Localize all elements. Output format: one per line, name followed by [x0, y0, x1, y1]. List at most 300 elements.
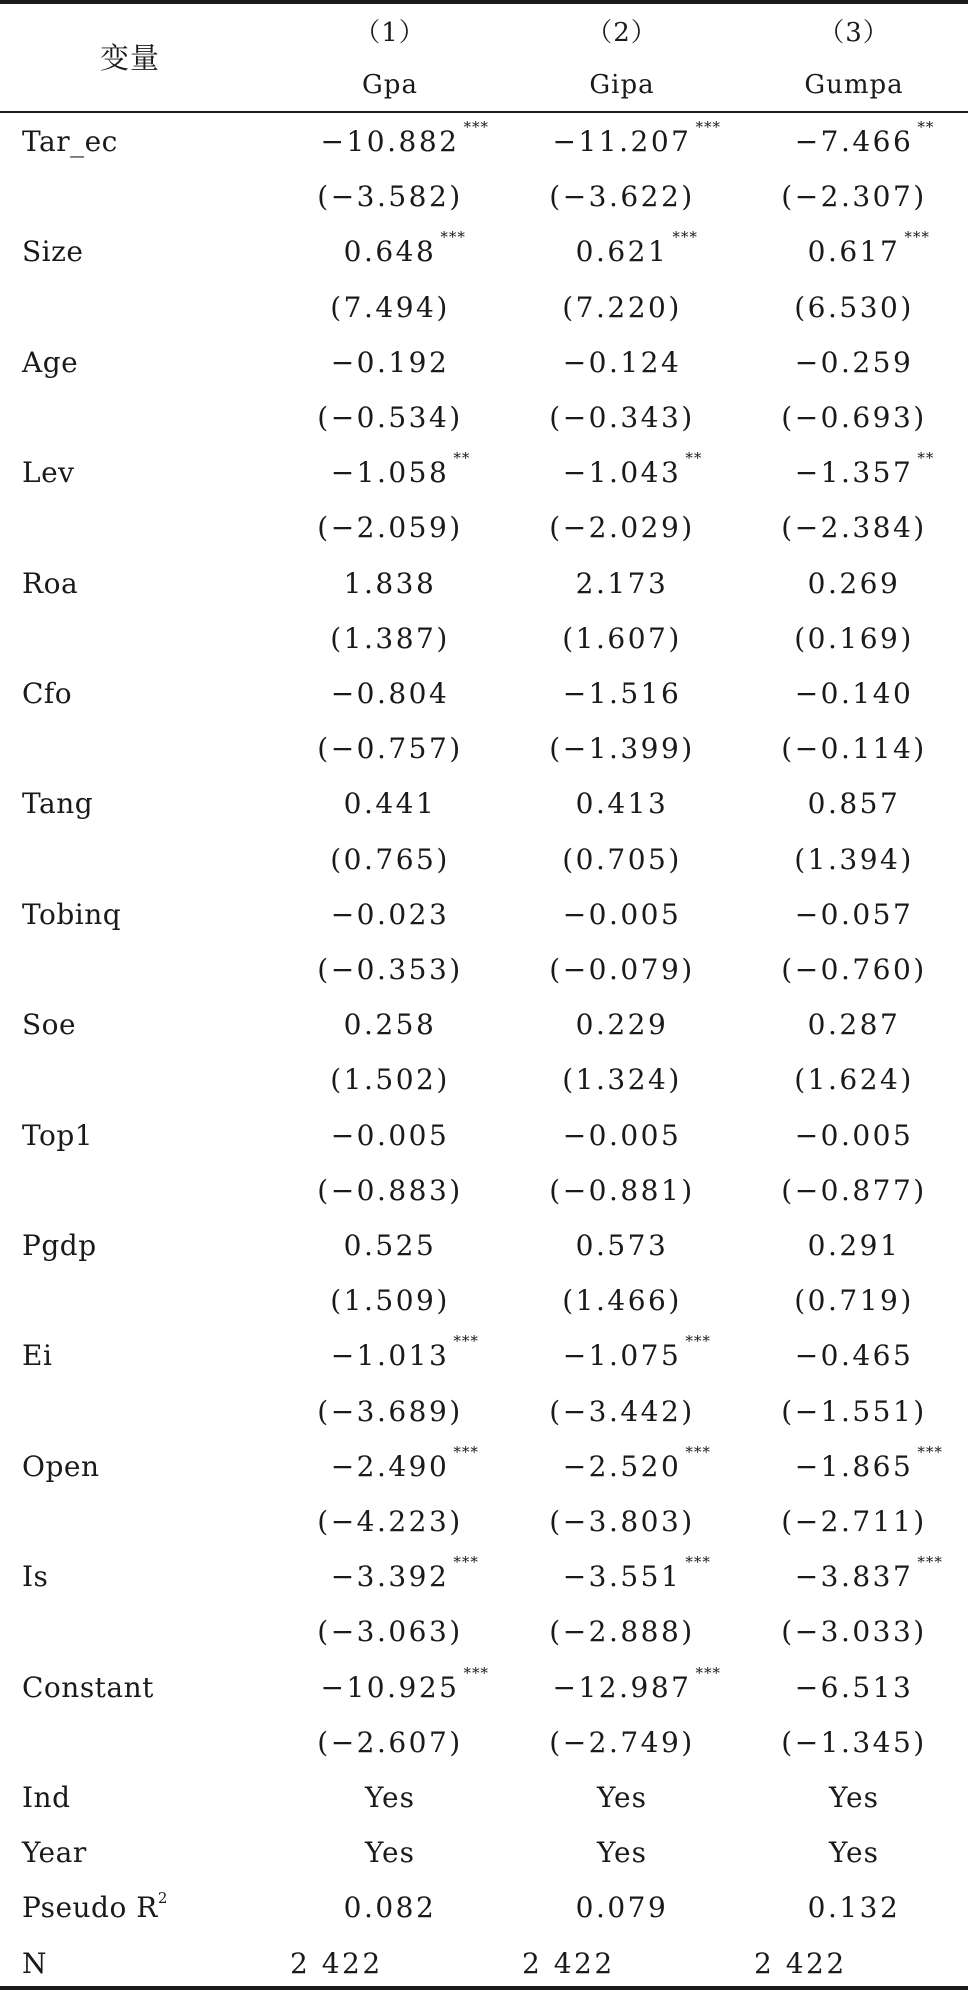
cell-text: −0.005 [794, 1118, 914, 1152]
table-row [0, 1109, 968, 1164]
significance-stars: *** [685, 1332, 711, 1351]
cell-text: −6.513 [794, 1670, 914, 1704]
cell-col-3 [754, 449, 954, 490]
coefficient-value [794, 1553, 943, 1594]
cell-text: (−0.883) [317, 1173, 463, 1207]
cell-text: −0.192 [330, 345, 450, 379]
cell-value [781, 180, 926, 213]
cell-text: 2 422 [522, 1946, 615, 1980]
coefficient-value [795, 1671, 914, 1704]
table-row [0, 667, 968, 722]
coefficient-value [343, 228, 466, 269]
cell-col-1 [290, 1332, 490, 1373]
cell-value [597, 1836, 647, 1869]
cell-text: −1.043 [562, 456, 682, 490]
table-row [0, 1385, 968, 1440]
coefficient-value [563, 346, 682, 379]
cell-text: 0.269 [807, 566, 901, 600]
cell-text: (−0.877) [781, 1173, 927, 1207]
significance-stars: *** [672, 228, 698, 247]
row-label [22, 1339, 52, 1372]
cell-value [794, 843, 914, 876]
cell-text: (−0.353) [317, 953, 463, 986]
column-1-index: （1） [354, 18, 426, 48]
cell-col-3 [754, 1505, 954, 1538]
row-label-text: Pgdp [22, 1229, 97, 1262]
row-label [22, 235, 83, 268]
cell-col-1 [290, 1781, 490, 1814]
cell-col-1 [290, 228, 490, 269]
cell-text: −0.005 [562, 1118, 682, 1152]
table-row [0, 1440, 968, 1495]
cell-col-3 [754, 732, 954, 765]
cell-text: (−3.803) [549, 1505, 695, 1538]
significance-stars: *** [453, 1332, 479, 1351]
cell-col-2 [522, 1836, 722, 1869]
column-2-name: Gipa [589, 70, 655, 100]
cell-value [317, 1726, 462, 1759]
row-label-text: Cfo [22, 677, 73, 710]
table-row [0, 998, 968, 1053]
table-row [0, 1274, 968, 1329]
table-row [0, 1550, 968, 1605]
coefficient-value [331, 898, 450, 931]
cell-text: 0.082 [343, 1891, 437, 1925]
coefficient-value [576, 787, 669, 820]
cell-col-1 [290, 180, 490, 213]
cell-text: 0.258 [343, 1008, 437, 1042]
cell-text: (1.607) [562, 621, 682, 655]
cell-text: 0.573 [575, 1229, 669, 1262]
cell-text: (−0.114) [781, 732, 927, 766]
row-label [22, 787, 93, 820]
cell-col-3 [754, 1671, 954, 1704]
coefficient-value [562, 1553, 711, 1594]
coefficient-value [344, 567, 437, 600]
top-rule [0, 0, 968, 4]
coefficient-value [563, 677, 682, 710]
cell-col-2 [522, 118, 722, 158]
row-label [22, 1781, 71, 1814]
significance-stars: *** [463, 1663, 489, 1682]
cell-text: −7.466 [794, 125, 914, 158]
cell-value [597, 1781, 647, 1814]
cell-text: (−3.063) [317, 1615, 463, 1649]
table-row [0, 281, 968, 336]
cell-col-2 [522, 1947, 722, 1980]
cell-text: (−3.582) [317, 180, 463, 214]
row-label [22, 1450, 99, 1483]
cell-col-2 [522, 228, 722, 269]
cell-text: −10.882 [320, 125, 460, 158]
cell-col-3 [754, 843, 954, 876]
cell-value [317, 401, 462, 434]
coefficient-value [808, 567, 901, 600]
cell-text: 0.648 [343, 235, 437, 269]
cell-text: Yes [829, 1781, 879, 1814]
cell-col-3 [754, 1726, 954, 1759]
cell-value [562, 843, 682, 876]
cell-value [549, 1395, 694, 1428]
cell-col-1 [290, 1726, 490, 1759]
cell-col-1 [290, 1174, 490, 1207]
cell-value [330, 843, 450, 876]
cell-value [330, 622, 450, 655]
cell-text: (1.502) [330, 1063, 450, 1097]
coefficient-value [344, 1229, 437, 1262]
significance-stars: ** [453, 449, 471, 468]
table-row [0, 1826, 968, 1881]
cell-col-1 [290, 401, 490, 434]
significance-stars: *** [695, 118, 721, 136]
cell-col-1 [290, 1891, 490, 1924]
table-row [0, 888, 968, 943]
table-row [0, 336, 968, 391]
cell-text: 2 422 [754, 1946, 847, 1980]
cell-value [317, 1174, 462, 1207]
row-label-text: Ei [22, 1339, 53, 1373]
cell-col-1 [290, 1119, 490, 1152]
cell-text: 0.621 [575, 235, 669, 269]
cell-col-2 [522, 1615, 722, 1648]
cell-text: 0.525 [343, 1229, 437, 1262]
cell-col-3 [754, 1836, 954, 1869]
cell-col-2 [522, 1553, 722, 1594]
cell-col-2 [522, 1781, 722, 1814]
significance-stars: *** [685, 1442, 711, 1461]
coefficient-value [807, 228, 930, 269]
cell-text: Yes [597, 1781, 647, 1814]
cell-value [317, 732, 462, 765]
cell-text: 2.173 [575, 566, 669, 600]
column-2-index: （2） [586, 18, 658, 48]
cell-value [781, 732, 926, 765]
row-label [22, 1229, 97, 1262]
cell-col-3 [754, 953, 954, 986]
table-row [0, 115, 968, 170]
cell-col-2 [522, 732, 722, 765]
cell-col-2 [522, 953, 722, 986]
cell-col-2 [522, 1284, 722, 1317]
cell-text: (−0.760) [781, 953, 927, 986]
row-label-text: Soe [22, 1008, 77, 1042]
cell-value [549, 180, 694, 213]
table-row [0, 557, 968, 612]
cell-value [562, 291, 682, 324]
coefficient-value [320, 118, 489, 158]
table-row [0, 1771, 968, 1826]
cell-text: (0.169) [794, 621, 914, 655]
cell-col-3 [754, 1395, 954, 1428]
variable-header: 变量 [100, 41, 161, 75]
significance-stars: *** [904, 228, 930, 247]
cell-col-3 [754, 1891, 954, 1924]
coefficient-value [562, 1332, 711, 1373]
coefficient-value [576, 1008, 669, 1041]
cell-text: (−1.345) [781, 1725, 927, 1759]
cell-text: (7.220) [562, 290, 682, 324]
cell-col-1 [290, 622, 490, 655]
cell-value [781, 953, 926, 986]
cell-col-3 [754, 1615, 954, 1648]
coefficient-value [552, 1663, 721, 1704]
table-row [0, 1053, 968, 1108]
cell-text: 0.291 [807, 1229, 901, 1262]
cell-text: 2 422 [290, 1946, 383, 1980]
table-row [0, 1164, 968, 1219]
cell-value [829, 1781, 879, 1814]
cell-col-3 [754, 228, 954, 269]
cell-text: 0.132 [807, 1891, 901, 1925]
cell-value [549, 511, 694, 544]
cell-text: −1.013 [330, 1339, 450, 1373]
cell-col-2 [522, 346, 722, 379]
cell-value [330, 1063, 450, 1096]
cell-text: (−0.534) [317, 401, 463, 434]
cell-col-2 [522, 291, 722, 324]
cell-text: (−3.033) [781, 1615, 927, 1649]
coefficient-value [552, 118, 721, 158]
row-label-text: Tar_ec [22, 125, 118, 158]
cell-text: −2.490 [330, 1449, 450, 1483]
cell-value [317, 953, 462, 986]
cell-value [794, 1063, 914, 1096]
row-label [22, 1836, 87, 1869]
cell-text: −0.124 [562, 345, 682, 379]
row-label-text: Size [22, 235, 84, 269]
cell-col-3 [754, 1284, 954, 1317]
row-label [22, 456, 74, 489]
cell-col-3 [754, 511, 954, 544]
cell-col-1 [290, 1836, 490, 1869]
cell-col-1 [290, 567, 490, 600]
coefficient-value [563, 1119, 682, 1152]
cell-text: (−3.622) [549, 180, 695, 214]
cell-text: −1.516 [562, 677, 682, 710]
table-row [0, 1661, 968, 1716]
cell-col-3 [754, 401, 954, 434]
cell-value [549, 732, 694, 765]
coefficient-value [344, 1891, 437, 1924]
significance-stars: *** [685, 1553, 711, 1572]
cell-value [365, 1781, 415, 1814]
cell-text: −1.075 [562, 1339, 682, 1373]
cell-text: (−0.757) [317, 732, 463, 766]
cell-col-2 [522, 1395, 722, 1428]
header-rule [0, 111, 968, 113]
coefficient-value [795, 346, 914, 379]
column-3-name: Gumpa [804, 70, 904, 100]
row-label-text: Constant [22, 1670, 154, 1704]
cell-col-2 [522, 1891, 722, 1924]
cell-text: (−2.384) [781, 511, 927, 545]
cell-col-1 [290, 291, 490, 324]
cell-text: −10.925 [320, 1670, 460, 1704]
cell-col-3 [754, 291, 954, 324]
row-label-text: Pseudo R [22, 1891, 158, 1925]
cell-col-2 [522, 787, 722, 820]
table-row [0, 612, 968, 667]
cell-text: (6.530) [794, 290, 914, 324]
cell-col-2 [522, 1726, 722, 1759]
cell-col-3 [754, 1553, 954, 1594]
cell-text: −1.357 [794, 456, 914, 490]
cell-text: −0.023 [330, 897, 450, 931]
cell-text: (1.387) [330, 621, 450, 655]
cell-col-1 [290, 1615, 490, 1648]
row-label [22, 346, 78, 379]
cell-value [330, 1284, 450, 1317]
cell-text: 0.079 [575, 1891, 669, 1925]
cell-text: (−2.749) [549, 1725, 695, 1759]
table-row [0, 833, 968, 888]
cell-text: (−2.029) [549, 511, 695, 545]
cell-col-1 [290, 1229, 490, 1262]
significance-stars: *** [463, 118, 489, 136]
cell-col-1 [290, 843, 490, 876]
cell-col-2 [522, 1063, 722, 1096]
cell-text: (−2.607) [317, 1725, 463, 1759]
cell-text: 0.617 [807, 235, 901, 269]
coefficient-value [576, 567, 669, 600]
significance-stars: *** [917, 1442, 943, 1461]
cell-value [330, 291, 450, 324]
table-row [0, 722, 968, 777]
table-row [0, 777, 968, 832]
cell-text: 0.413 [575, 787, 669, 821]
cell-text: (−0.881) [549, 1173, 695, 1207]
cell-col-1 [290, 1553, 490, 1594]
coefficient-value [808, 787, 901, 820]
row-label [22, 898, 121, 931]
cell-text: −12.987 [552, 1670, 692, 1704]
cell-col-1 [290, 1395, 490, 1428]
cell-col-2 [522, 511, 722, 544]
table-row [0, 1605, 968, 1660]
cell-text: (−1.399) [549, 732, 695, 766]
cell-value [781, 1615, 926, 1648]
cell-value [317, 511, 462, 544]
cell-text: 1.838 [343, 566, 437, 600]
row-label [22, 1008, 76, 1041]
cell-text: (0.719) [794, 1284, 914, 1318]
cell-col-3 [754, 1781, 954, 1814]
row-label-superscript: 2 [157, 1889, 168, 1908]
cell-value [781, 1174, 926, 1207]
cell-col-1 [290, 787, 490, 820]
cell-value [562, 622, 682, 655]
cell-col-2 [522, 1505, 722, 1538]
row-label [22, 1891, 168, 1924]
table-row [0, 1219, 968, 1274]
cell-value [549, 1615, 694, 1648]
cell-text: (−0.079) [549, 953, 695, 986]
cell-text: −0.005 [330, 1118, 450, 1152]
cell-text: (−0.693) [781, 401, 927, 434]
table-row [0, 943, 968, 998]
cell-col-1 [290, 118, 490, 158]
cell-col-3 [754, 1339, 954, 1372]
table-row [0, 446, 968, 501]
cell-text: (1.324) [562, 1063, 682, 1097]
cell-value [549, 401, 694, 434]
cell-col-2 [522, 677, 722, 710]
cell-col-3 [754, 622, 954, 655]
cell-value [317, 1615, 462, 1648]
cell-text: (7.494) [330, 290, 450, 324]
cell-col-3 [754, 1008, 954, 1041]
cell-value [549, 953, 694, 986]
cell-col-1 [290, 1505, 490, 1538]
cell-col-2 [522, 1229, 722, 1262]
coefficient-value [344, 1008, 437, 1041]
cell-text: −1.058 [330, 456, 450, 490]
cell-value [562, 1284, 682, 1317]
coefficient-value [344, 787, 437, 820]
cell-text: −0.140 [794, 677, 914, 710]
table-row [0, 170, 968, 225]
cell-col-3 [754, 180, 954, 213]
row-label-text: Top1 [22, 1118, 94, 1152]
row-label-text: Age [22, 345, 79, 379]
cell-col-3 [754, 1063, 954, 1096]
cell-col-3 [754, 1174, 954, 1207]
coefficient-value [330, 1442, 479, 1483]
coefficient-value [576, 1229, 669, 1262]
coefficient-value [331, 1119, 450, 1152]
cell-value [829, 1836, 879, 1869]
coefficient-value [794, 118, 935, 158]
row-label-text: N [22, 1946, 47, 1980]
cell-value [522, 1947, 615, 1980]
cell-text: −2.520 [562, 1449, 682, 1483]
coefficient-value [808, 1229, 901, 1262]
row-label-text: Lev [22, 456, 75, 490]
table-row [0, 1495, 968, 1550]
cell-value [781, 1395, 926, 1428]
coefficient-value [795, 677, 914, 710]
cell-value [794, 1284, 914, 1317]
cell-text: (−4.223) [317, 1505, 463, 1538]
cell-text: −0.057 [794, 897, 914, 931]
coefficient-value [808, 1008, 901, 1041]
cell-col-2 [522, 1174, 722, 1207]
coefficient-value [562, 449, 703, 490]
cell-text: (−1.551) [781, 1394, 927, 1428]
coefficient-value [795, 1119, 914, 1152]
row-label [22, 677, 72, 710]
cell-text: (0.705) [562, 842, 682, 876]
cell-value [549, 1174, 694, 1207]
cell-value [290, 1947, 383, 1980]
cell-text: −0.465 [794, 1339, 914, 1373]
cell-text: (−0.343) [549, 401, 695, 434]
coefficient-value [575, 228, 698, 269]
cell-value [549, 1505, 694, 1538]
cell-text: (1.624) [794, 1063, 914, 1097]
cell-col-1 [290, 1063, 490, 1096]
significance-stars: *** [695, 1663, 721, 1682]
cell-text: 0.857 [807, 787, 901, 821]
coefficient-value [794, 1442, 943, 1483]
cell-text: Yes [365, 1836, 415, 1870]
significance-stars: *** [440, 228, 466, 247]
cell-text: Yes [365, 1781, 415, 1814]
cell-col-3 [754, 1442, 954, 1483]
cell-value [781, 1726, 926, 1759]
cell-text: Yes [829, 1836, 879, 1870]
coefficient-value [331, 677, 450, 710]
